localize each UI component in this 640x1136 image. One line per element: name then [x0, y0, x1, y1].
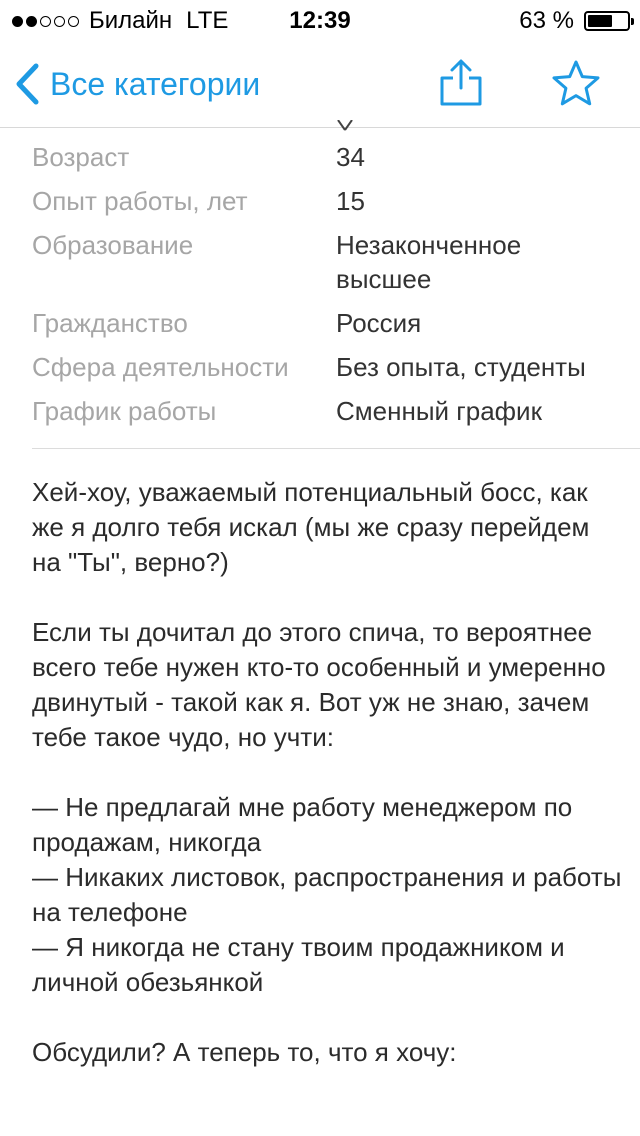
status-time: 12:39 — [289, 7, 351, 34]
status-bar — [0, 0, 640, 40]
description-paragraph: Если ты дочитал до этого спича, то вероятнее всего тебе нужен кто-то особенный и умеренно двинутый - такой как я. Вот уж не знаю, зачем тебе такое чудо, но учти: — [32, 617, 606, 752]
detail-value: Без опыта, студенты — [336, 352, 586, 382]
resume-details — [32, 140, 612, 438]
network-type: LTE — [186, 7, 229, 34]
share-button[interactable] — [436, 58, 486, 108]
detail-row-experience — [32, 184, 612, 218]
status-right — [519, 6, 630, 36]
detail-row-field — [32, 350, 612, 384]
back-button-label: Все категории — [50, 65, 261, 102]
description-paragraph: Хей-хоу, уважаемый потенциальный босс, как же я долго тебя искал (мы же сразу перейдем на "Ты", верно?) — [32, 477, 590, 577]
scrolled-text-fragment — [336, 119, 354, 131]
text-fragment-icon — [336, 120, 354, 131]
detail-row-schedule — [32, 394, 612, 428]
share-icon — [436, 58, 486, 108]
detail-value: Незаконченное высшее — [336, 230, 522, 294]
detail-label: График работы — [32, 396, 217, 426]
resume-description — [32, 475, 622, 1105]
detail-value: 15 — [336, 186, 365, 216]
detail-label: Образование — [32, 230, 194, 260]
detail-label: Возраст — [32, 142, 130, 172]
detail-label: Гражданство — [32, 308, 188, 338]
battery-fill — [588, 15, 612, 27]
detail-value: 34 — [336, 142, 365, 172]
detail-label: Опыт работы, лет — [32, 186, 248, 216]
divider — [32, 448, 640, 449]
detail-value: Россия — [336, 308, 422, 338]
description-paragraph: — Не предлагай мне работу менеджером по продажам, никогда — Никаких листовок, распространения и работы на телефоне — Я никогда не стану твоим продажником и личной обезьянкой — [32, 792, 622, 997]
battery-percent: 63 % — [519, 7, 574, 34]
chevron-left-icon — [14, 63, 40, 105]
detail-row-age — [32, 140, 612, 174]
battery-tip — [631, 18, 634, 25]
detail-row-education — [32, 228, 612, 296]
detail-row-citizenship — [32, 306, 612, 340]
carrier-name: Билайн — [89, 7, 173, 34]
navigation-bar — [0, 40, 640, 128]
description-paragraph: Обсудили? А теперь то, что я хочу: — [32, 1037, 457, 1067]
star-icon — [550, 58, 602, 110]
favorite-button[interactable] — [550, 58, 602, 110]
detail-label: Сфера деятельности — [32, 352, 289, 382]
battery-icon — [584, 11, 630, 31]
detail-value: Сменный график — [336, 396, 542, 426]
back-button[interactable] — [14, 60, 260, 108]
